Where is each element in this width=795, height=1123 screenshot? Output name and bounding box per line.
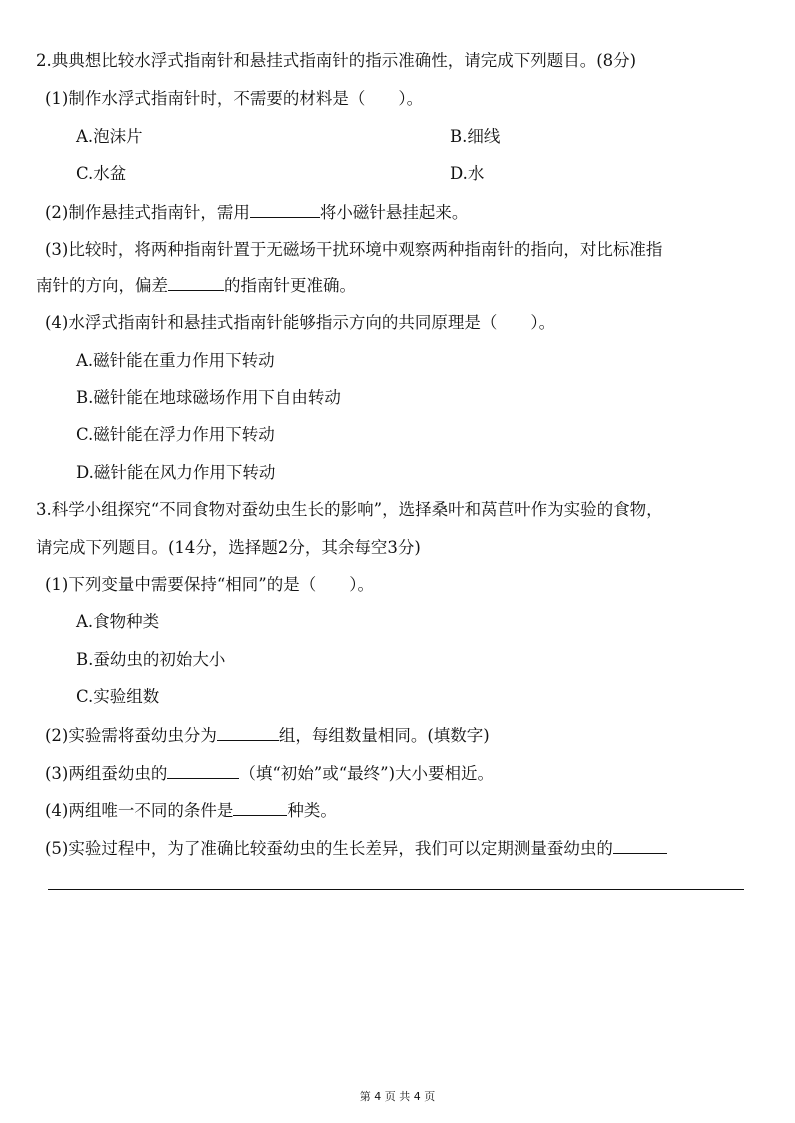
page-footer: 第 4 页 共 4 页 <box>359 1090 436 1103</box>
q3-sub1-option-a: A.食物种类 <box>76 612 160 631</box>
q2-sub3-blank[interactable] <box>168 274 224 291</box>
q2-sub1-option-c: C.水盆 <box>76 164 127 183</box>
q2-sub2-after: 将小磁针悬挂起来。 <box>319 203 469 222</box>
q2-sub1-option-b: B.细线 <box>450 127 501 146</box>
q3-title-line1: 3.科学小组探究“不同食物对蚕幼虫生长的影响”，选择桑叶和莴苣叶作为实验的食物， <box>36 500 663 519</box>
q2-sub4-option-c: C.磁针能在浮力作用下转动 <box>76 425 275 444</box>
q3-sub3 <box>45 762 494 785</box>
q2-sub4-option-d: D.磁针能在风力作用下转动 <box>76 463 276 482</box>
q3-sub5-before: (5)实验过程中，为了准确比较蚕幼虫的生长差异，我们可以定期测量蚕幼虫的 <box>45 839 613 858</box>
q3-sub1-option-c: C.实验组数 <box>76 687 160 706</box>
q2-sub1-option-d: D.水 <box>450 164 485 183</box>
q3-sub4-before: (4)两组唯一不同的条件是 <box>45 801 234 820</box>
q2-sub3-line2 <box>36 274 356 297</box>
q3-title-line2: 请完成下列题目。(14分，选择题2分，其余每空3分) <box>36 538 421 557</box>
q3-sub2-after: 组，每组数量相同。(填数字) <box>278 726 490 745</box>
q3-sub4 <box>45 799 337 822</box>
q2-sub3-line1: (3)比较时，将两种指南针置于无磁场干扰环境中观察两种指南针的指向，对比标准指 <box>45 240 663 259</box>
q3-sub3-blank[interactable] <box>167 762 239 779</box>
q2-sub4-option-a: A.磁针能在重力作用下转动 <box>76 351 275 370</box>
q3-sub2 <box>45 724 490 747</box>
q3-sub3-before: (3)两组蚕幼虫的 <box>45 764 168 783</box>
q2-sub2-before: (2)制作悬挂式指南针，需用 <box>45 203 250 222</box>
q3-sub5 <box>45 837 667 860</box>
q2-sub1-stem: (1)制作水浮式指南针时，不需要的材料是（ ）。 <box>45 89 424 108</box>
q3-sub2-before: (2)实验需将蚕幼虫分为 <box>45 726 217 745</box>
q3-sub1-stem: (1)下列变量中需要保持“相同”的是（ ）。 <box>45 575 374 594</box>
q2-sub4-option-b: B.磁针能在地球磁场作用下自由转动 <box>76 388 341 407</box>
q2-sub1-option-a: A.泡沫片 <box>76 127 143 146</box>
q2-sub3-before: 南针的方向，偏差 <box>36 276 168 295</box>
q3-sub5-answer-line[interactable] <box>48 889 744 890</box>
q3-sub4-blank[interactable] <box>233 799 287 816</box>
q2-title: 2.典典想比较水浮式指南针和悬挂式指南针的指示准确性，请完成下列题目。(8分) <box>36 51 637 70</box>
q3-sub2-blank[interactable] <box>217 724 279 741</box>
q2-sub2-blank[interactable] <box>250 201 320 218</box>
q2-sub2 <box>45 201 468 224</box>
q2-sub4-stem: (4)水浮式指南针和悬挂式指南针能够指示方向的共同原理是（ ）。 <box>45 313 556 332</box>
q3-sub1-option-b: B.蚕幼虫的初始大小 <box>76 650 226 669</box>
q3-sub3-after: （填“初始”或“最终”)大小要相近。 <box>239 764 495 783</box>
q2-sub3-after: 的指南针更准确。 <box>224 276 356 295</box>
q3-sub4-after: 种类。 <box>287 801 337 820</box>
q3-sub5-blank[interactable] <box>613 837 667 854</box>
